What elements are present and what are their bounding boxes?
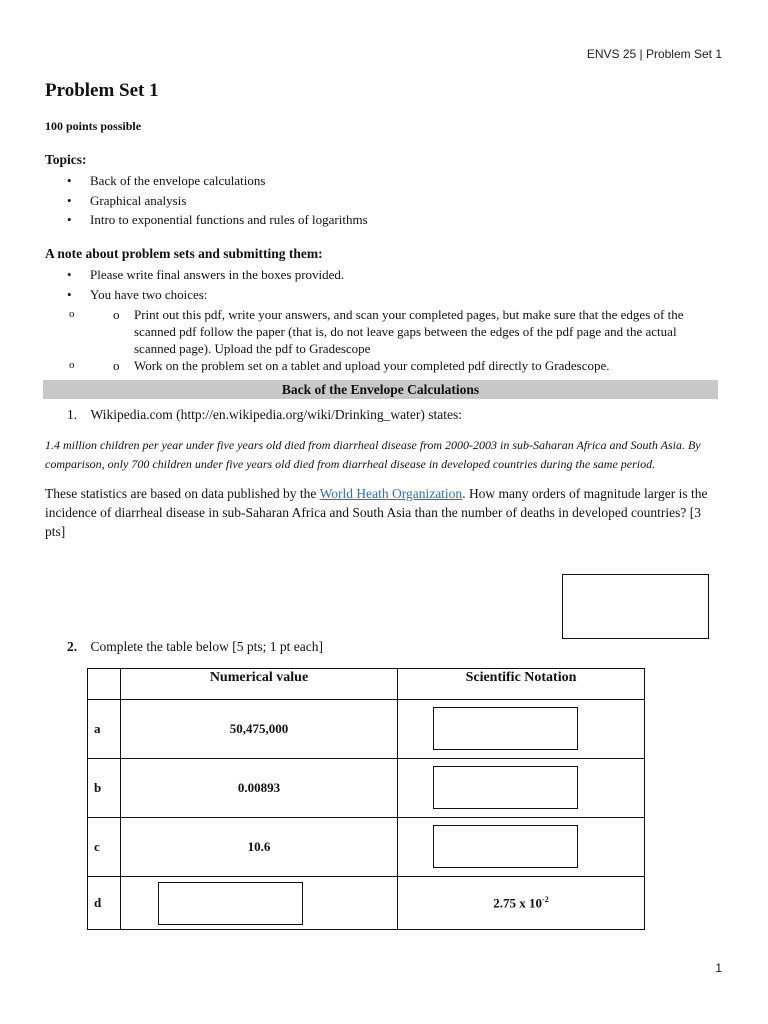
topics-list [45,171,368,230]
wikipedia-quote: 1.4 million children per year under five years old died from diarrheal disease from 2000-2003 in sub-Saharan Africa and South Asia. By comparison, only 700 children under five years old died from diarrheal disease in developed countries during the same period. [45,438,701,471]
question-number: 2. [67,639,78,654]
scientific-cell [398,818,645,877]
numerical-value: 10.6 [121,818,398,877]
row-label: d [88,877,121,930]
who-link[interactable]: World Heath Organization [319,486,463,501]
numerical-cell [121,877,398,930]
row-label: b [88,759,121,818]
list-item: • Please write final answers in the boxes provided. [45,265,720,285]
question-text: Complete the table below [5 pts; 1 pt each] [90,639,323,654]
answer-box-d[interactable] [158,882,303,925]
answer-box-c[interactable] [433,825,578,868]
note-heading: A note about problem sets and submitting them: [45,246,323,261]
question-2 [67,639,323,655]
table-row [88,818,645,877]
answer-box-q1[interactable] [562,574,709,639]
answer-box-a[interactable] [433,707,578,750]
row-label: c [88,818,121,877]
choice-item: o o Print out this pdf, write your answers, and scan your completed pages, but make sure that the edges of the scanned pdf follow the paper (that is, do not leave gaps between the edges of the pdf page and the actual scanned page). Upload the pdf to Gradescope [45,306,720,357]
scientific-value: 2.75 x $10^{-2}$ [398,877,645,930]
question-1 [67,407,462,423]
choice-item: o o Work on the problem set on a tablet and upload your completed pdf directly to Gradescope. [45,357,720,374]
scientific-notation-table [87,668,645,930]
topics-heading: Topics: [45,152,87,167]
list-item [45,285,720,375]
scientific-cell [398,759,645,818]
points-possible: 100 points possible [45,119,142,133]
list-item: • Graphical analysis [45,191,368,211]
list-item: • Intro to exponential functions and rules of logarithms [45,210,368,230]
numerical-value: 0.00893 [121,759,398,818]
question-1-paragraph: These statistics are based on data published by the World Heath Organization. How many orders of magnitude larger is the incidence of diarrheal disease in sub-Saharan Africa and South Asia than the number of deaths in developed countries? [3 pts] [45,486,708,539]
note-list [45,265,720,374]
scientific-cell [398,700,645,759]
question-text: Wikipedia.com (http://en.wikipedia.org/wiki/Drinking_water) states: [90,407,463,422]
question-number: 1. [67,407,78,422]
running-header: ENVS 25 | Problem Set 1 [586,47,722,61]
row-label: a [88,700,121,759]
table-row [88,700,645,759]
section-bar: Back of the Envelope Calculations [43,380,718,399]
header-blank [88,669,121,700]
numerical-value: 50,475,000 [121,700,398,759]
header-numerical: Numerical value [121,669,398,700]
list-item-text: You have two choices: [90,286,208,302]
page-title: Problem Set 1 [45,80,159,101]
header-scientific: Scientific Notation [398,669,645,700]
list-item: • Back of the envelope calculations [45,171,368,191]
answer-box-b[interactable] [433,766,578,809]
choices-list [45,306,720,374]
page-number: 1 [715,961,722,975]
table-header-row [88,669,645,700]
table-row [88,877,645,930]
table-row [88,759,645,818]
